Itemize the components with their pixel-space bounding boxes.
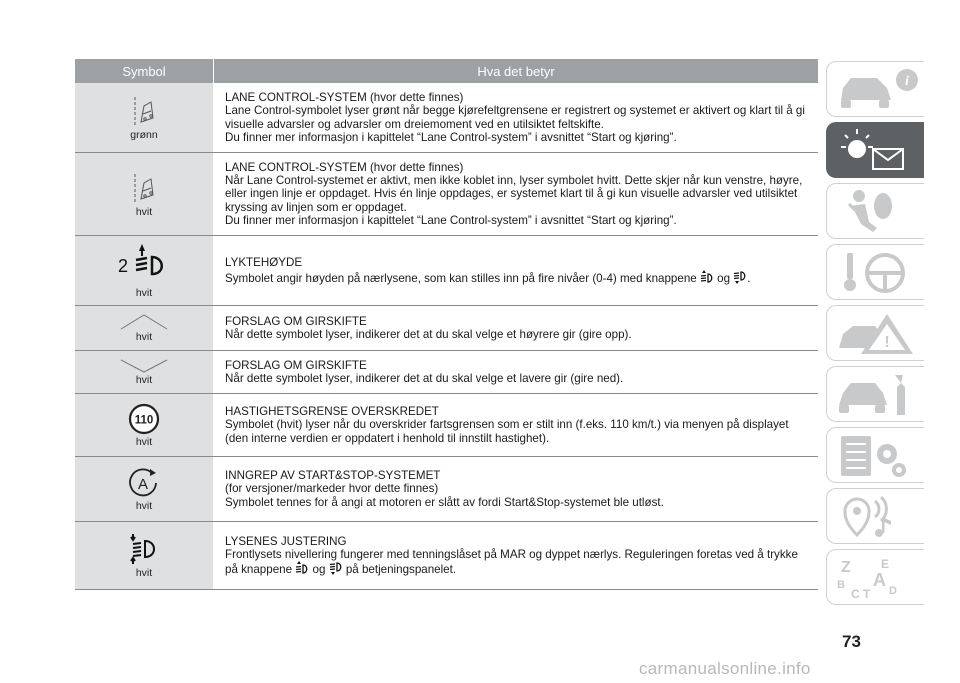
tab-index[interactable]	[826, 549, 924, 605]
svg-text:i: i	[905, 74, 909, 89]
gear-down-icon	[119, 359, 169, 373]
gear-up-icon	[119, 314, 169, 330]
tab-safety[interactable]	[826, 183, 924, 239]
tab-emergency[interactable]	[826, 305, 924, 361]
symbol-label: grønn	[130, 129, 158, 141]
table-header	[75, 59, 818, 83]
watermark: carmanualsonline.info	[639, 659, 811, 678]
symbol-label: hvit	[135, 499, 153, 512]
headlight-up-button-icon	[700, 270, 714, 284]
svg-text:B: B	[837, 579, 845, 591]
emergency-icon	[835, 310, 919, 358]
maintenance-icon	[835, 371, 919, 419]
tab-multimedia[interactable]	[826, 488, 924, 544]
row-title: FORSLAG OM GIRSKIFTE	[225, 314, 367, 328]
lane-control-icon	[129, 94, 159, 128]
headlight-down-button-icon	[329, 561, 343, 575]
header-symbol: Symbol	[122, 63, 166, 79]
headlight-adjust-icon	[127, 532, 161, 566]
page-number: 73	[842, 632, 861, 651]
tab-maintenance[interactable]	[826, 366, 924, 422]
technical-data-icon	[835, 432, 919, 480]
table-row: hvit LANE CONTROL-SYSTEM (hvor dette finnes) Når Lane Control-systemet er aktivt, men ikke koblet inn, lyser symbolet hvitt. Dette skjer når kun venstre, høyre, eller ingen linje er oppdaget. Hvis én linje oppdages, er systemet klart til å gi kun visuelle advarsler ved utilsiktet kryssing av linjen som er oppdaget. Du finner mer informasjon i kapittelet “Lane Control-system” i avsnittet “Start og kjøring”.	[75, 153, 818, 236]
row-title: LANE CONTROL-SYSTEM (hvor dette finnes)	[225, 91, 464, 105]
start-stop-letter: A	[137, 475, 149, 493]
header-meaning: Hva det betyr	[213, 59, 818, 83]
row-title: LANE CONTROL-SYSTEM (hvor dette finnes)	[225, 160, 464, 174]
start-stop-icon	[127, 467, 161, 499]
symbol-label: hvit	[135, 373, 153, 386]
row-title: LYSENES JUSTERING	[225, 534, 347, 548]
headlight-up-button-icon	[295, 561, 309, 575]
table-row: 2 hvit LYKTEHØYDE Symbolet angir høyden på nærlysene, som kan stilles inn på fire nivåer (0-4) med knappene og .	[75, 236, 818, 306]
row-title: LYKTEHØYDE	[225, 256, 303, 270]
tab-technical-data[interactable]	[826, 427, 924, 483]
warning-lights-icon	[835, 127, 919, 175]
safety-airbag-icon	[835, 188, 919, 236]
symbol-label: hvit	[135, 205, 153, 218]
symbol-label: hvit	[135, 567, 153, 579]
symbol-label: hvit	[135, 435, 153, 448]
level-number: 2	[118, 256, 129, 276]
symbol-label: hvit	[135, 330, 153, 343]
row-title: FORSLAG OM GIRSKIFTE	[225, 358, 367, 372]
svg-text:T: T	[863, 587, 871, 601]
svg-text:E: E	[881, 557, 890, 571]
car-info-icon	[835, 66, 919, 114]
tab-car-info[interactable]	[826, 61, 924, 117]
speed-limit-icon	[128, 403, 160, 435]
table-row: 110 hvit HASTIGHETSGRENSE OVERSKREDET Symbolet (hvit) lyser når du overskrider fartsgrensen som er stilt inn (f.eks. 110 km/t.) via menyen på displayet (den interne verdien er oppdatert i henhold til innstilt hastighet).	[75, 394, 818, 457]
speed-value: 110	[134, 414, 154, 426]
table-row: grønn LANE CONTROL-SYSTEM (hvor dette finnes) Lane Control-symbolet lyser grønt når begge kjørefeltgrensene er registrert og systemet er aktivert og klart til å gi visuelle advarsler og advarsler om dreiemoment ved en utilsiktet feltskifte. Du finner mer informasjon i kapittelet “Lane Control-system” i avsnittet “Start og kjøring”.	[75, 83, 818, 153]
tab-starting-driving[interactable]	[826, 244, 924, 300]
table-row: hvit LYSENES JUSTERING Frontlysets nivellering fungerer med tenningslåset på MAR og dyppet nærlys. Reguleringen foretas ved å trykke på knappene og på betjeningspanelet.	[75, 522, 818, 590]
headlight-level-icon	[116, 242, 172, 286]
multimedia-icon	[835, 493, 919, 541]
starting-driving-icon	[835, 249, 919, 297]
chapter-tabs	[826, 61, 924, 610]
symbol-label: hvit	[135, 287, 153, 299]
svg-text:!: !	[884, 334, 890, 351]
table-row: hvit FORSLAG OM GIRSKIFTE Når dette symbolet lyser, indikerer det at du skal velge et lavere gir (gire ned).	[75, 351, 818, 394]
table-row: A hvit INNGREP AV START&STOP-SYSTEMET (for versjoner/markeder hvor dette finnes) Symbolet tennes for å angi at motoren er slått av fordi Start&Stop-systemet ble utløst.	[75, 457, 818, 522]
row-title: HASTIGHETSGRENSE OVERSKREDET	[225, 405, 439, 419]
headlight-down-button-icon	[733, 270, 747, 284]
svg-text:Z: Z	[841, 559, 851, 576]
lane-control-icon	[129, 171, 159, 205]
warning-light-table	[75, 59, 818, 590]
svg-text:D: D	[889, 585, 897, 597]
index-icon	[835, 554, 919, 602]
row-title: INNGREP AV START&STOP-SYSTEMET	[225, 469, 441, 483]
svg-text:C: C	[851, 587, 860, 601]
table-row: hvit FORSLAG OM GIRSKIFTE Når dette symbolet lyser, indikerer det at du skal velge et høyrere gir (gire opp).	[75, 306, 818, 351]
svg-text:A: A	[873, 570, 886, 590]
tab-warning-lights[interactable]	[826, 122, 924, 178]
